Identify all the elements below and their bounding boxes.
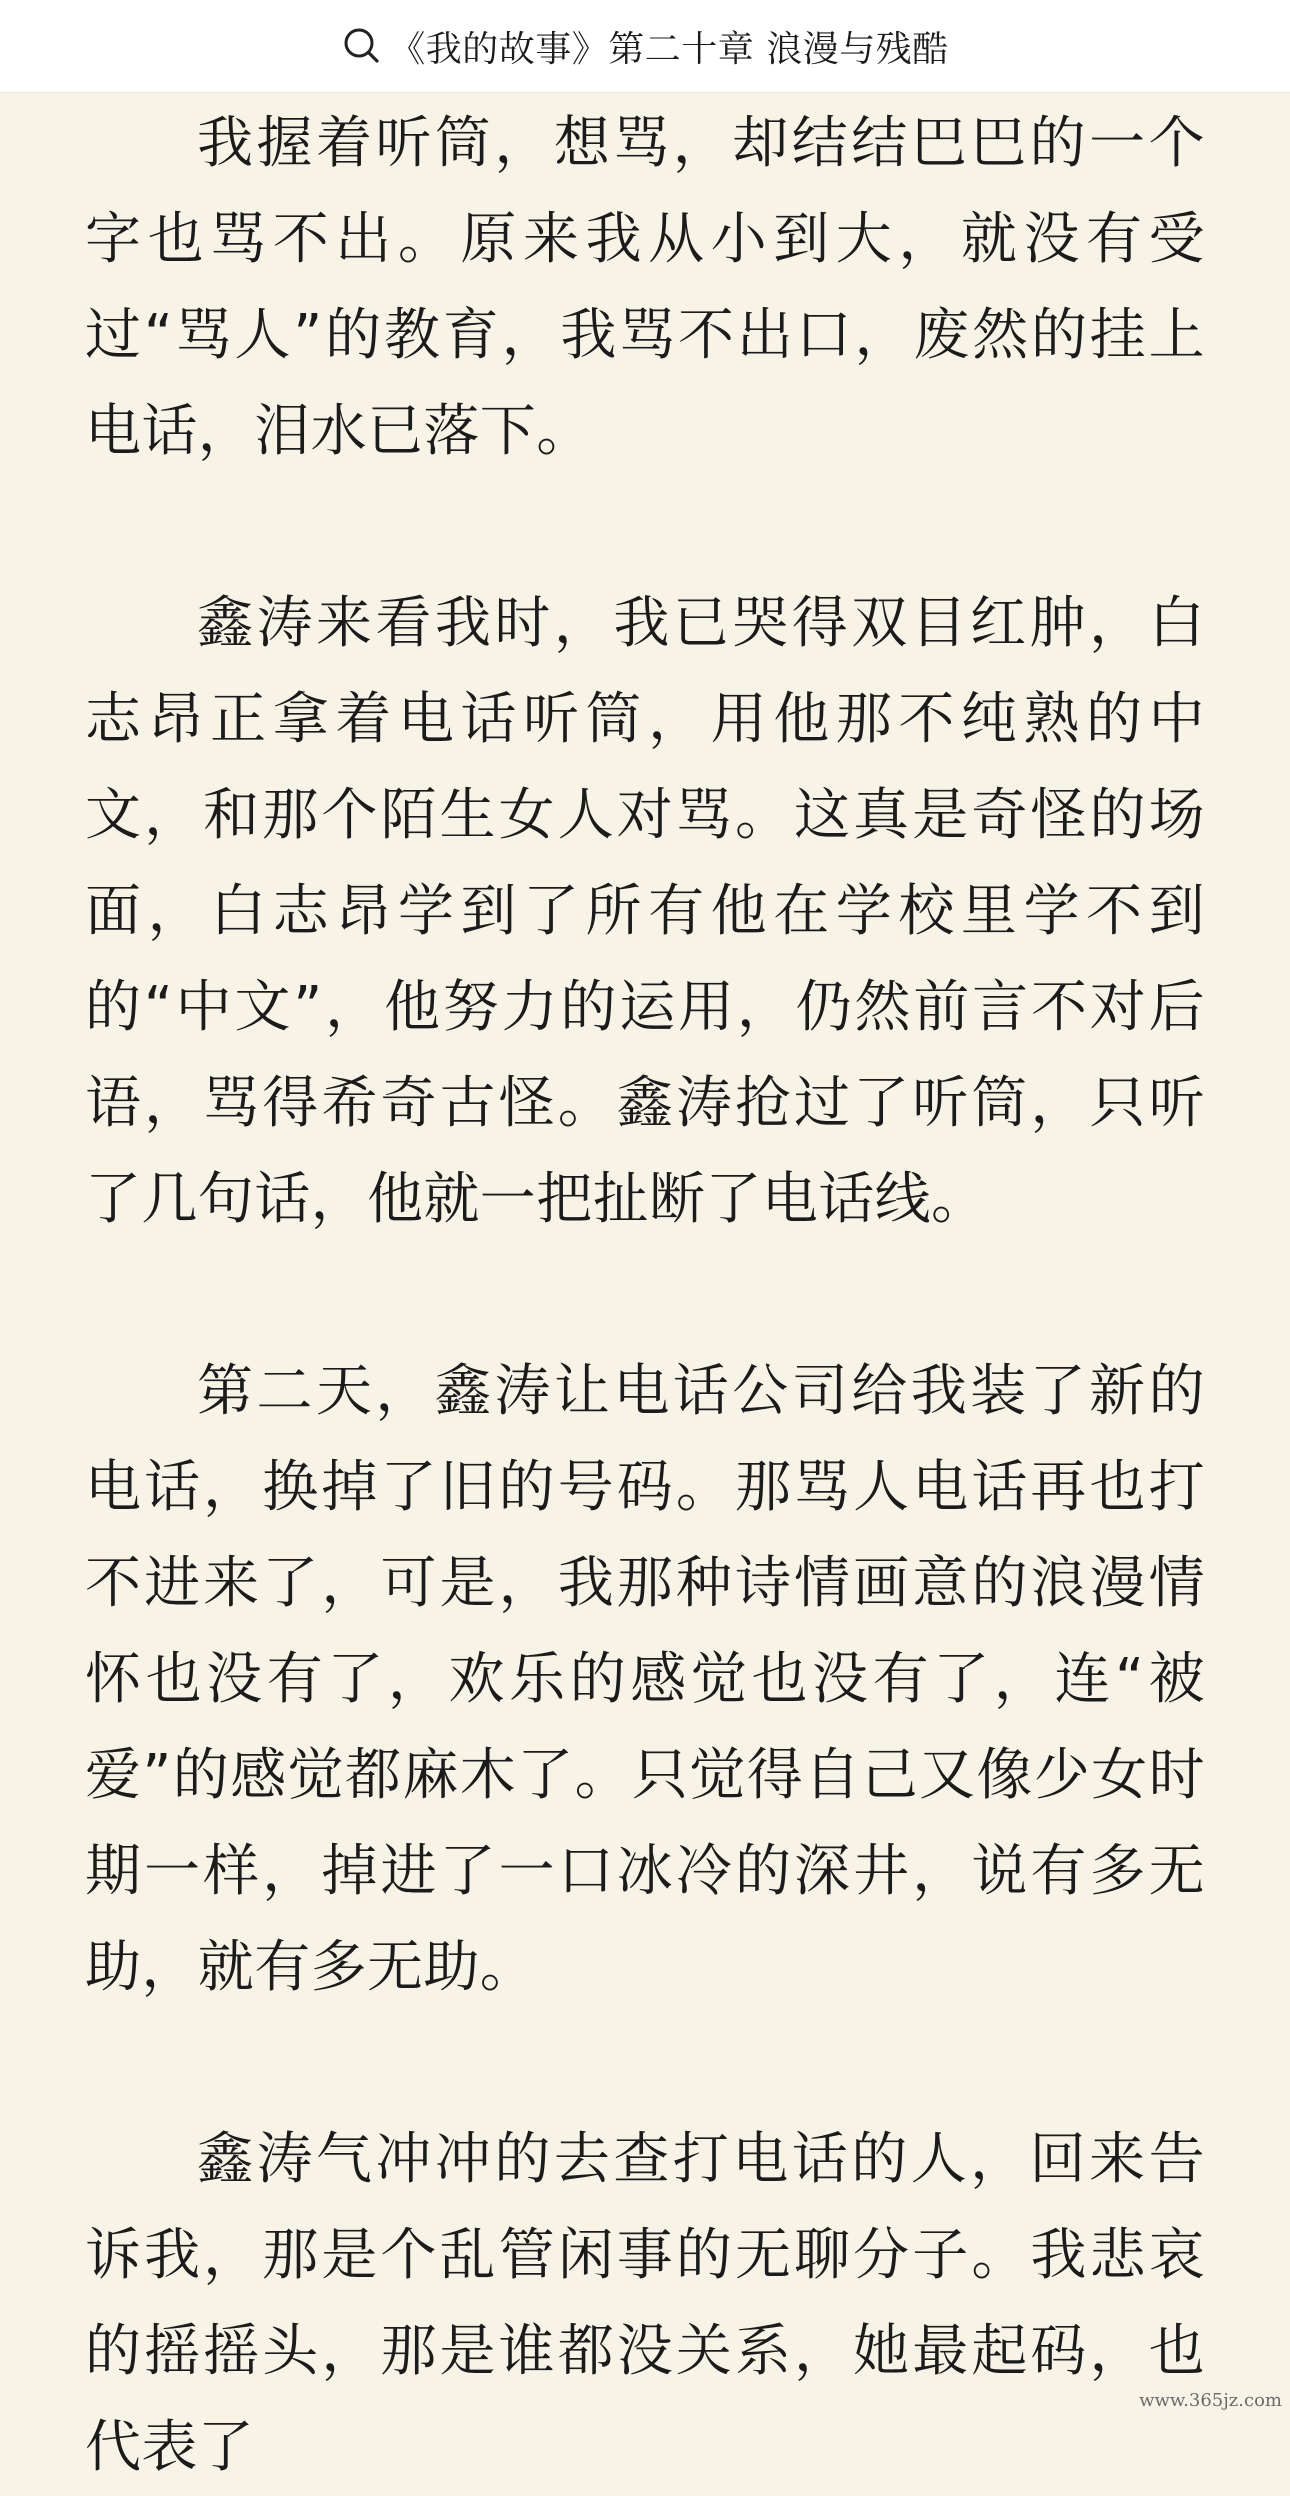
search-icon[interactable] (341, 25, 383, 67)
paragraph-1: 我握着听筒，想骂，却结结巴巴的一个字也骂不出。原来我从小到大，就没有受过“骂人”的教育，我骂不出口，废然的挂上电话，泪水已落下。 (85, 111, 1205, 464)
paragraph-4: 鑫涛气冲冲的去查打电话的人，回来告诉我，那是个乱管闲事的无聊分子。我悲哀的摇摇头，那是谁都没关系，她最起码，也代表了 (85, 2127, 1205, 2480)
chapter-body (85, 96, 1205, 2496)
header-content (341, 21, 948, 72)
reader-header (0, 0, 1290, 92)
paragraph-3: 第二天，鑫涛让电话公司给我装了新的电话，换掉了旧的号码。那骂人电话再也打不进来了，可是，我那种诗情画意的浪漫情怀也没有了，欢乐的感觉也没有了，连“被爱”的感觉都麻木了。只觉得自己又像少女时期一样，掉进了一口冰冷的深井，说有多无助，就有多无助。 (85, 1359, 1205, 2000)
watermark: www.365jz.com (1139, 2390, 1282, 2411)
paragraph-2: 鑫涛来看我时，我已哭得双目红肿，白志昂正拿着电话听筒，用他那不纯熟的中文，和那个陌生女人对骂。这真是奇怪的场面，白志昂学到了所有他在学校里学不到的“中文”，他努力的运用，仍然前言不对后语，骂得希奇古怪。鑫涛抢过了听筒，只听了几句话，他就一把扯断了电话线。 (85, 591, 1205, 1232)
chapter-title: 《我的故事》第二十章 浪漫与残酷 (389, 28, 949, 70)
